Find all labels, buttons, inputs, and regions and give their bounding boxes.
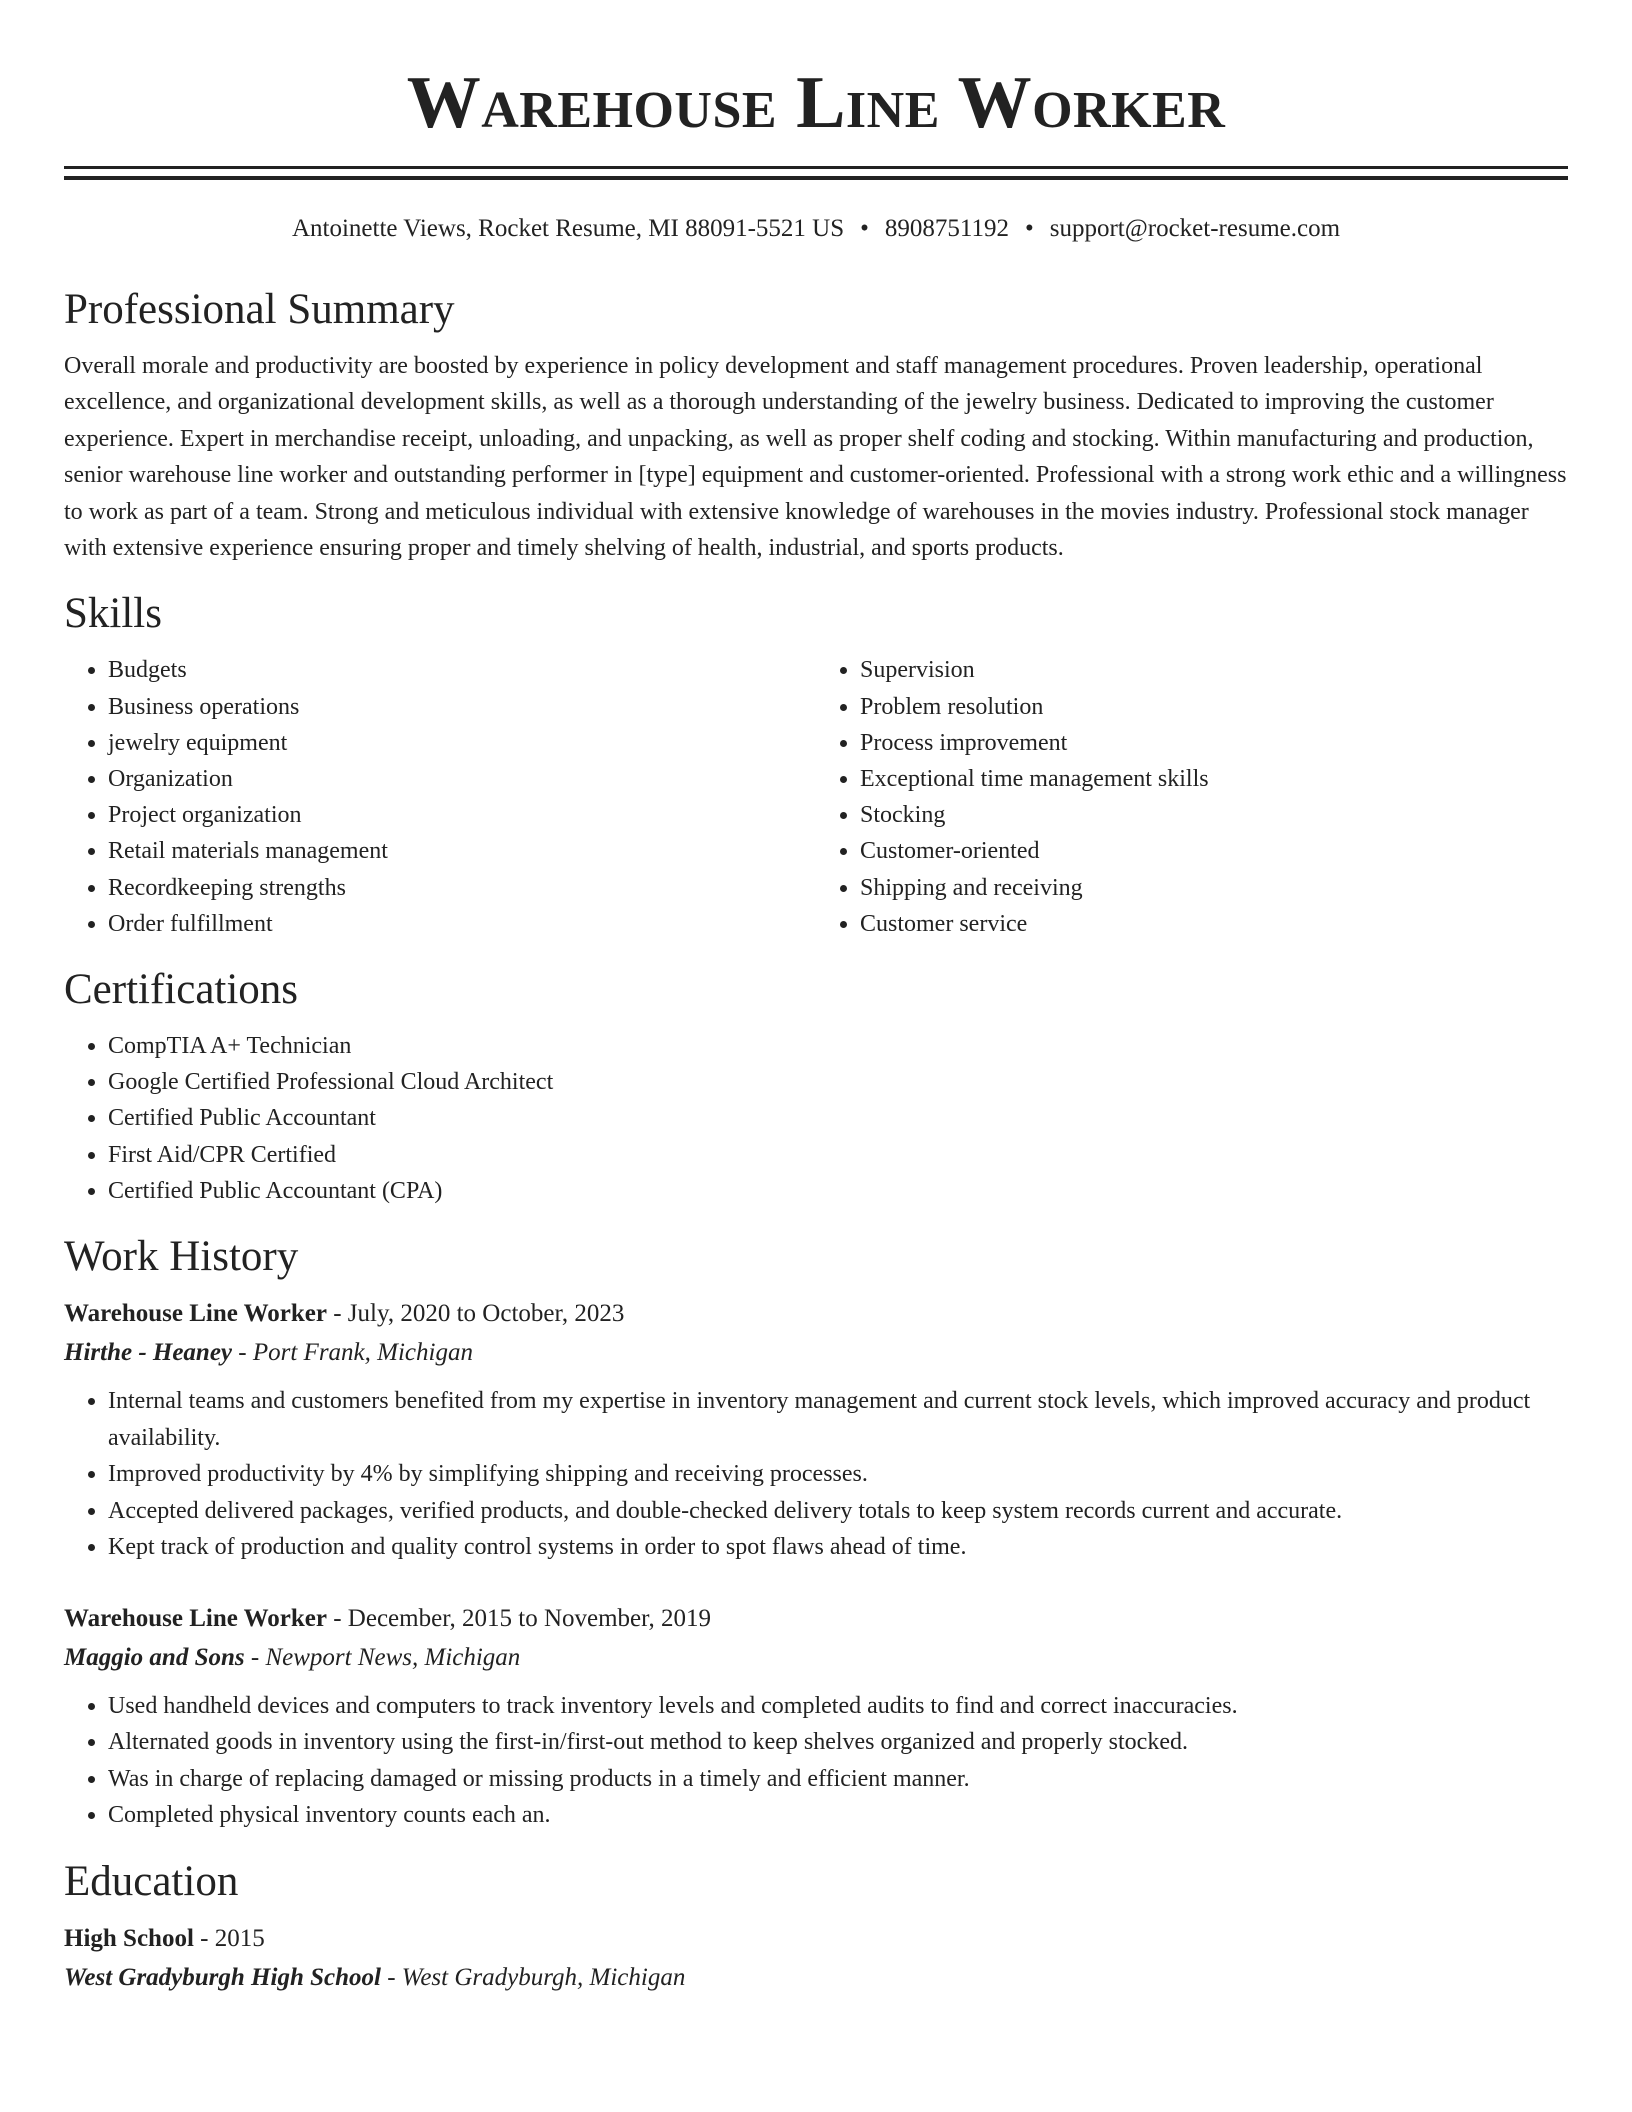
job-bullet: • Kept track of production and quality control systems in order to spot flaws ahead of time.: [108, 1529, 1568, 1566]
certification-item: • First Aid/CPR Certified: [108, 1137, 1568, 1173]
job-bullet: • Used handheld devices and computers to track inventory levels and completed audits to find and correct inaccuracies.: [108, 1688, 1568, 1725]
section-title-skills: Skills: [64, 590, 162, 638]
skill-item: • Retail materials management: [108, 833, 816, 869]
job-bullet: • Alternated goods in inventory using the first-in/first-out method to keep shelves organized and properly stocked.: [108, 1724, 1568, 1761]
skills-column-right: [816, 652, 1568, 942]
resume-name: Warehouse Line Worker: [406, 62, 1226, 144]
job-bullet: • Improved productivity by 4% by simplifying shipping and receiving processes.: [108, 1456, 1568, 1493]
section-title-summary: Professional Summary: [64, 286, 455, 333]
job-bullet: • Completed physical inventory counts each an.: [108, 1797, 1568, 1834]
skill-item: • Shipping and receiving: [860, 870, 1568, 906]
skill-item: • Business operations: [108, 689, 816, 725]
job-dates: - December, 2015 to November, 2019: [326, 1604, 711, 1632]
job-bullet: • Accepted delivered packages, verified products, and double-checked delivery totals to keep system records current and accurate.: [108, 1493, 1568, 1530]
education-heading: [64, 1920, 1568, 1958]
skill-item: • Supervision: [860, 652, 1568, 688]
skill-item: • Recordkeeping strengths: [108, 870, 816, 906]
section-title-certifications: Certifications: [64, 966, 299, 1014]
job-dates: - July, 2020 to October, 2023: [326, 1300, 625, 1328]
job-employer-line: [64, 1638, 1568, 1678]
job-title: Warehouse Line Worker: [64, 1300, 327, 1328]
education-location: - West Gradyburgh, Michigan: [380, 1963, 686, 1991]
skill-item: • Problem resolution: [860, 689, 1568, 725]
job-heading: [64, 1295, 1568, 1333]
contact-email: support@rocket-resume.com: [1049, 215, 1341, 242]
education-school-line: [64, 1958, 1568, 1998]
certification-item: • CompTIA A+ Technician: [108, 1028, 1568, 1064]
header-rule-thin: [64, 166, 1568, 169]
skill-item: • Project organization: [108, 797, 816, 833]
job-location: - Port Frank, Michigan: [232, 1339, 473, 1367]
certification-item: • Google Certified Professional Cloud Architect: [108, 1064, 1568, 1100]
job-company: Hirthe - Heaney: [64, 1339, 233, 1367]
skill-item: • Exceptional time management skills: [860, 761, 1568, 797]
skills-columns: [64, 652, 1568, 942]
contact-separator: •: [860, 215, 869, 242]
education-year: - 2015: [193, 1924, 265, 1952]
skill-item: • jewelry equipment: [108, 725, 816, 761]
skill-item: • Stocking: [860, 797, 1568, 833]
job-entry: [64, 1600, 1568, 1834]
skill-item: • Customer service: [860, 906, 1568, 942]
skill-item: • Budgets: [108, 652, 816, 688]
job-heading: [64, 1600, 1568, 1638]
job-employer-line: [64, 1333, 1568, 1373]
job-bullet: • Was in charge of replacing damaged or missing products in a timely and efficient manner.: [108, 1761, 1568, 1798]
certification-item: • Certified Public Accountant (CPA): [108, 1173, 1568, 1209]
job-company: Maggio and Sons: [64, 1643, 245, 1671]
education-school: West Gradyburgh High School: [64, 1963, 381, 1991]
summary-text: Overall morale and productivity are boosted by experience in policy development and staff management procedures. Proven leadership, operational excellence, and organizational development skills, as well as a thorough understanding of the jewelry business. Dedicated to improving the customer experience. Expert in merchandise receipt, unloading, and unpacking, as well as proper shelf coding and stocking. Within manufacturing and production, senior warehouse line worker and outstanding performer in [type] equipment and customer-oriented. Professional with a strong work ethic and a willingness to work as part of a team. Strong and meticulous individual with extensive knowledge of warehouses in the movies industry. Professional stock manager with extensive experience ensuring proper and timely shelving of health, industrial, and sports products.: [64, 353, 1567, 562]
certification-list: [64, 1028, 1568, 1209]
section-title-education: Education: [64, 1857, 239, 1905]
education-entry: [64, 1920, 1568, 1998]
contact-line: [64, 214, 1568, 244]
header-rule-thick: [64, 176, 1568, 180]
education-degree: High School: [64, 1924, 194, 1952]
skill-item: • Organization: [108, 761, 816, 797]
job-bullet: • Internal teams and customers benefited from my expertise in inventory management and current stock levels, which improved accuracy and product availability.: [108, 1383, 1568, 1456]
contact-separator: •: [1024, 215, 1034, 242]
skill-item: • Process improvement: [860, 725, 1568, 761]
skill-item: • Customer-oriented: [860, 833, 1568, 869]
skills-column-left: [64, 652, 816, 942]
job-title: Warehouse Line Worker: [64, 1604, 327, 1632]
job-bullet-list: [64, 1688, 1568, 1834]
skill-item: • Order fulfillment: [108, 906, 816, 942]
job-location: - Newport News, Michigan: [244, 1643, 521, 1671]
job-bullet-list: [64, 1383, 1568, 1566]
certification-item: • Certified Public Accountant: [108, 1100, 1568, 1136]
contact-address: Antoinette Views, Rocket Resume, MI 88091-5521 US: [291, 215, 845, 242]
section-title-work-history: Work History: [64, 1233, 299, 1281]
contact-phone: 8908751192: [884, 215, 1009, 242]
job-entry: [64, 1295, 1568, 1566]
